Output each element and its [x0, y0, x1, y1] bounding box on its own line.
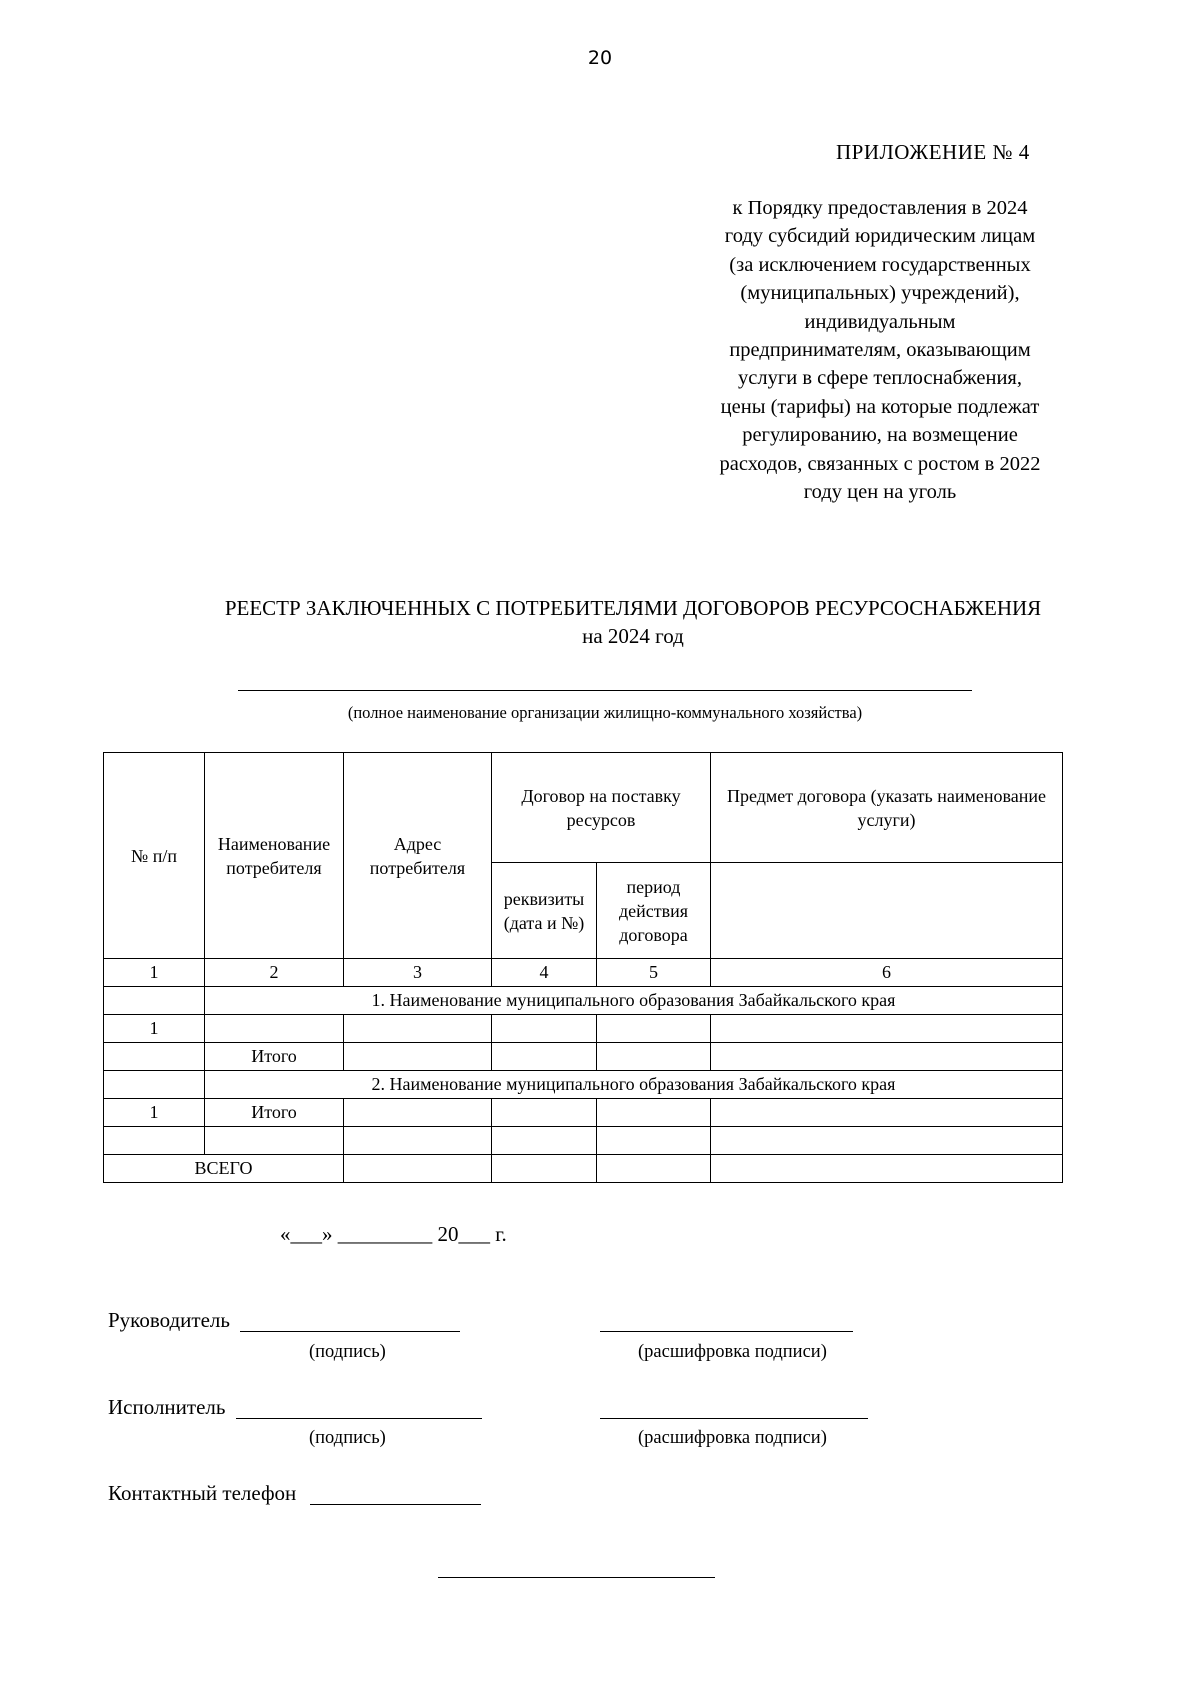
table-cell [104, 1071, 205, 1099]
column-number: 3 [344, 959, 492, 987]
table-cell[interactable] [711, 1127, 1063, 1155]
appendix-line: году субсидий юридическим лицам [724, 225, 1036, 248]
header-consumer-address: Адрес потребителя [344, 753, 492, 959]
total-row [104, 1043, 1063, 1071]
date-line[interactable]: «___» _________ 20___ г. [280, 1222, 507, 1246]
registry-title: РЕЕСТР ЗАКЛЮЧЕННЫХ С ПОТРЕБИТЕЛЯМИ ДОГОВОРОВ РЕСУРСОСНАБЖЕНИЯ [224, 596, 1042, 620]
appendix-line: индивидуальным [804, 310, 956, 333]
table-cell[interactable] [597, 1127, 711, 1155]
appendix-line: расходов, связанных с ростом в 2022 [719, 452, 1041, 475]
table-header-row [104, 753, 1063, 863]
head-signature-caption: (подпись) [309, 1342, 386, 1362]
column-number: 6 [711, 959, 1063, 987]
table-cell[interactable] [711, 1099, 1063, 1127]
table-cell[interactable] [597, 1015, 711, 1043]
column-number: 2 [205, 959, 344, 987]
registry-table [103, 752, 1063, 1183]
table-cell[interactable] [492, 1099, 597, 1127]
table-cell[interactable] [344, 1127, 492, 1155]
appendix-line: (муниципальных) учреждений), [740, 282, 1020, 305]
head-decode-line[interactable] [600, 1331, 853, 1332]
section-1-total-label: Итого [205, 1043, 344, 1071]
grand-total-row [104, 1155, 1063, 1183]
header-consumer-name: Наименование потребителя [205, 753, 344, 959]
table-row [104, 1127, 1063, 1155]
header-period: период действия договора [597, 863, 711, 959]
section-row [104, 987, 1063, 1015]
table-cell[interactable] [597, 1155, 711, 1183]
table-cell[interactable] [597, 1043, 711, 1071]
executor-decode-caption: (расшифровка подписи) [638, 1428, 827, 1448]
phone-label: Контактный телефон [108, 1481, 297, 1505]
section-row [104, 1071, 1063, 1099]
grand-total-label: ВСЕГО [104, 1155, 344, 1183]
header-contract: Договор на поставку ресурсов [492, 753, 711, 863]
appendix-line: (за исключением государственных [729, 253, 1031, 276]
column-number: 4 [492, 959, 597, 987]
registry-title-block [150, 594, 1116, 650]
table-cell[interactable] [711, 1015, 1063, 1043]
org-name-fill-line[interactable] [238, 690, 972, 691]
table-cell[interactable] [492, 1127, 597, 1155]
section-2-title: 2. Наименование муниципального образования Забайкальского края [205, 1071, 1063, 1099]
column-number: 1 [104, 959, 205, 987]
table-cell[interactable] [104, 1127, 205, 1155]
table-cell[interactable] [344, 1155, 492, 1183]
executor-signature-caption: (подпись) [309, 1428, 386, 1448]
head-label: Руководитель [108, 1308, 230, 1332]
table-cell[interactable] [344, 1099, 492, 1127]
head-decode-caption: (расшифровка подписи) [638, 1342, 827, 1362]
table-cell[interactable] [492, 1015, 597, 1043]
table-cell[interactable] [344, 1015, 492, 1043]
table-cell [104, 1043, 205, 1071]
table-cell[interactable] [344, 1043, 492, 1071]
appendix-line: услуги в сфере теплоснабжения, [738, 367, 1022, 390]
table-cell[interactable] [492, 1155, 597, 1183]
org-name-caption: (полное наименование организации жилищно-коммунального хозяйства) [347, 703, 863, 722]
section-2-total-label: Итого [205, 1099, 344, 1127]
table-row [104, 1099, 1063, 1127]
table-cell [104, 987, 205, 1015]
table-cell[interactable] [492, 1043, 597, 1071]
executor-label: Исполнитель [108, 1395, 226, 1419]
appendix-description [690, 194, 1070, 506]
end-of-document-line [438, 1577, 715, 1578]
registry-subtitle: на 2024 год [582, 624, 684, 648]
table-row [104, 1015, 1063, 1043]
row-num: 1 [104, 1099, 205, 1127]
executor-signature-line[interactable] [236, 1418, 482, 1419]
column-number: 5 [597, 959, 711, 987]
header-requisites: реквизиты (дата и №) [492, 863, 597, 959]
header-subject: Предмет договора (указать наименование услуги) [711, 753, 1063, 863]
header-num: № п/п [104, 753, 205, 959]
head-signature-line[interactable] [240, 1331, 460, 1332]
executor-decode-line[interactable] [600, 1418, 868, 1419]
appendix-line: предпринимателям, оказывающим [729, 339, 1031, 362]
appendix-line: к Порядку предоставления в 2024 [732, 197, 1028, 219]
appendix-line: регулированию, на возмещение [742, 424, 1018, 447]
column-number-row [104, 959, 1063, 987]
table-cell[interactable] [597, 1099, 711, 1127]
row-num: 1 [104, 1015, 205, 1043]
appendix-line: году цен на уголь [803, 481, 957, 504]
section-1-title: 1. Наименование муниципального образования Забайкальского края [205, 987, 1063, 1015]
table-cell[interactable] [205, 1127, 344, 1155]
appendix-title: ПРИЛОЖЕНИЕ № 4 [836, 140, 1030, 164]
table-cell[interactable] [711, 1155, 1063, 1183]
table-cell[interactable] [205, 1015, 344, 1043]
table-cell[interactable] [711, 1043, 1063, 1071]
phone-line[interactable] [310, 1504, 481, 1505]
page-number: 20 [587, 47, 613, 69]
appendix-line: цены (тарифы) на которые подлежат [720, 395, 1040, 418]
header-subject-blank[interactable] [711, 863, 1063, 959]
